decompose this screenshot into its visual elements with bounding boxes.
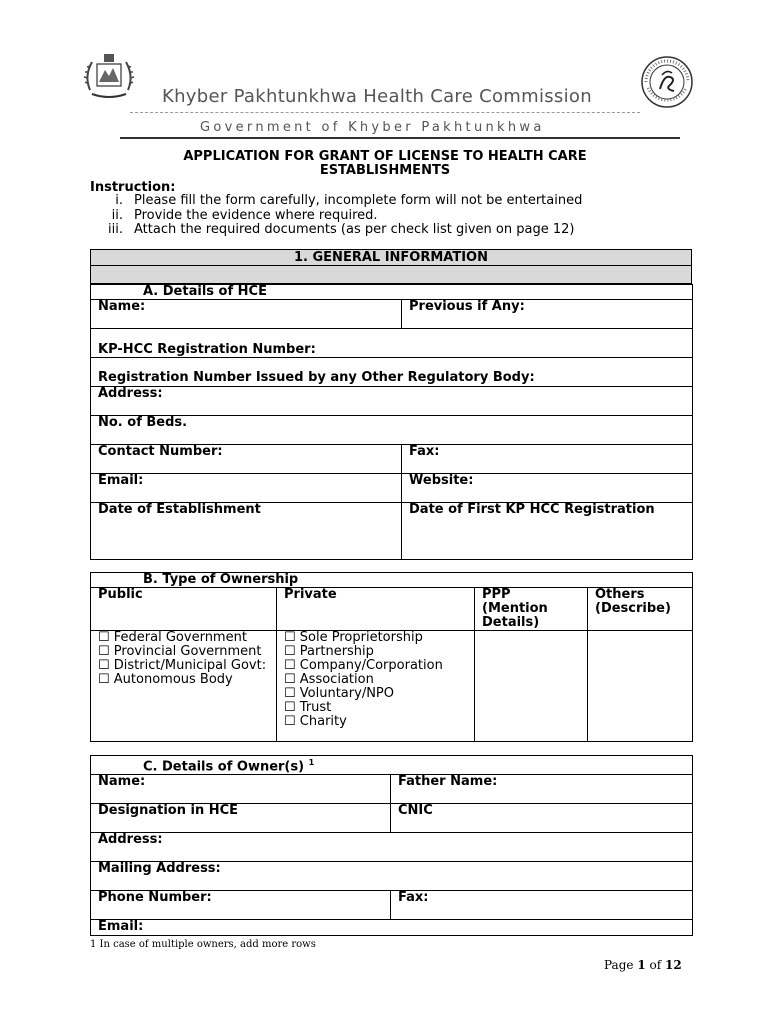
owner-father-name-field[interactable]: Father Name: (391, 775, 693, 804)
private-options (277, 631, 475, 742)
form-title: APPLICATION FOR GRANT OF LICENSE TO HEALTH CARE ESTABLISHMENTS (183, 149, 587, 178)
page-total: 12 (665, 958, 682, 972)
other-regulatory-registration-field[interactable]: Registration Number Issued by any Other Regulatory Body: (91, 358, 693, 387)
footnote-reference: 1 (308, 758, 315, 767)
owner-fax-field[interactable]: Fax: (391, 891, 693, 920)
public-header: Public (91, 588, 277, 631)
owner-details-table (90, 755, 693, 936)
ownership-title: B. Type of Ownership (91, 573, 693, 588)
header-divider (120, 137, 680, 139)
hce-address-field[interactable]: Address: (91, 387, 693, 416)
association-checkbox[interactable]: ☐ Association (284, 672, 374, 687)
date-of-establishment-field[interactable]: Date of Establishment (91, 503, 402, 560)
federal-government-checkbox[interactable]: ☐ Federal Government (98, 630, 247, 645)
public-options (91, 631, 277, 742)
autonomous-body-checkbox[interactable]: ☐ Autonomous Body (98, 672, 233, 687)
owner-mailing-address-field[interactable]: Mailing Address: (91, 862, 693, 891)
owner-cnic-field[interactable]: CNIC (391, 804, 693, 833)
instruction-text: Provide the evidence where required. (134, 207, 378, 223)
owner-phone-field[interactable]: Phone Number: (91, 891, 391, 920)
page-current: 1 (637, 958, 646, 972)
others-header: Others (Describe) (588, 588, 693, 631)
section-shaded-band (90, 266, 692, 284)
owner-details-title-text: C. Details of Owner(s) (143, 759, 305, 775)
owner-name-field[interactable]: Name: (91, 775, 391, 804)
ppp-details-field[interactable] (475, 631, 588, 742)
section-general-information-header: 1. GENERAL INFORMATION (90, 249, 692, 266)
page-number (604, 958, 682, 972)
page-prefix: Page (604, 958, 634, 972)
hce-website-field[interactable]: Website: (402, 474, 693, 503)
instruction-item (90, 209, 582, 224)
owner-designation-field[interactable]: Designation in HCE (91, 804, 391, 833)
instruction-item (90, 194, 582, 209)
kp-government-emblem (80, 50, 138, 102)
kp-hcc-registration-field[interactable]: KP-HCC Registration Number: (91, 329, 693, 358)
instruction-number: iii. (108, 222, 123, 237)
page-of: of (649, 958, 662, 972)
hce-name-field[interactable]: Name: (91, 300, 402, 329)
hce-contact-number-field[interactable]: Contact Number: (91, 445, 402, 474)
instruction-item (90, 223, 582, 238)
ownership-table (90, 572, 693, 742)
partnership-checkbox[interactable]: ☐ Partnership (284, 644, 374, 659)
date-of-first-registration-field[interactable]: Date of First KP HCC Registration (402, 503, 693, 560)
hce-email-field[interactable]: Email: (91, 474, 402, 503)
footnote: 1 In case of multiple owners, add more rows (90, 939, 316, 950)
hce-fax-field[interactable]: Fax: (402, 445, 693, 474)
private-header: Private (277, 588, 475, 631)
instruction-list (90, 194, 582, 238)
trust-checkbox[interactable]: ☐ Trust (284, 700, 332, 715)
company-corporation-checkbox[interactable]: ☐ Company/Corporation (284, 658, 443, 673)
commission-name: Khyber Pakhtunkhwa Health Care Commission (162, 86, 592, 107)
health-care-commission-seal (640, 55, 694, 109)
sole-proprietorship-checkbox[interactable]: ☐ Sole Proprietorship (284, 630, 423, 645)
owner-address-field[interactable]: Address: (91, 833, 693, 862)
owner-email-field[interactable]: Email: (91, 920, 693, 936)
ppp-header: PPP (Mention Details) (475, 588, 588, 631)
number-of-beds-field[interactable]: No. of Beds. (91, 416, 693, 445)
voluntary-npo-checkbox[interactable]: ☐ Voluntary/NPO (284, 686, 394, 701)
provincial-government-checkbox[interactable]: ☐ Provincial Government (98, 644, 262, 659)
government-name: Government of Khyber Pakhtunkhwa (200, 120, 545, 135)
instruction-text: Please fill the form carefully, incomplete form will not be entertained (134, 193, 583, 208)
hce-previous-name-field[interactable]: Previous if Any: (402, 300, 693, 329)
instruction-label: Instruction: (90, 180, 176, 195)
hce-details-table (90, 284, 693, 560)
others-describe-field[interactable] (588, 631, 693, 742)
district-municipal-checkbox[interactable]: ☐ District/Municipal Govt: (98, 658, 267, 673)
instruction-number: i. (115, 193, 123, 208)
hce-details-title: A. Details of HCE (91, 285, 693, 300)
dashed-divider (130, 112, 640, 113)
owner-details-title (91, 756, 693, 775)
instruction-number: ii. (111, 207, 123, 223)
charity-checkbox[interactable]: ☐ Charity (284, 714, 347, 729)
instruction-text: Attach the required documents (as per check list given on page 12) (134, 222, 575, 237)
